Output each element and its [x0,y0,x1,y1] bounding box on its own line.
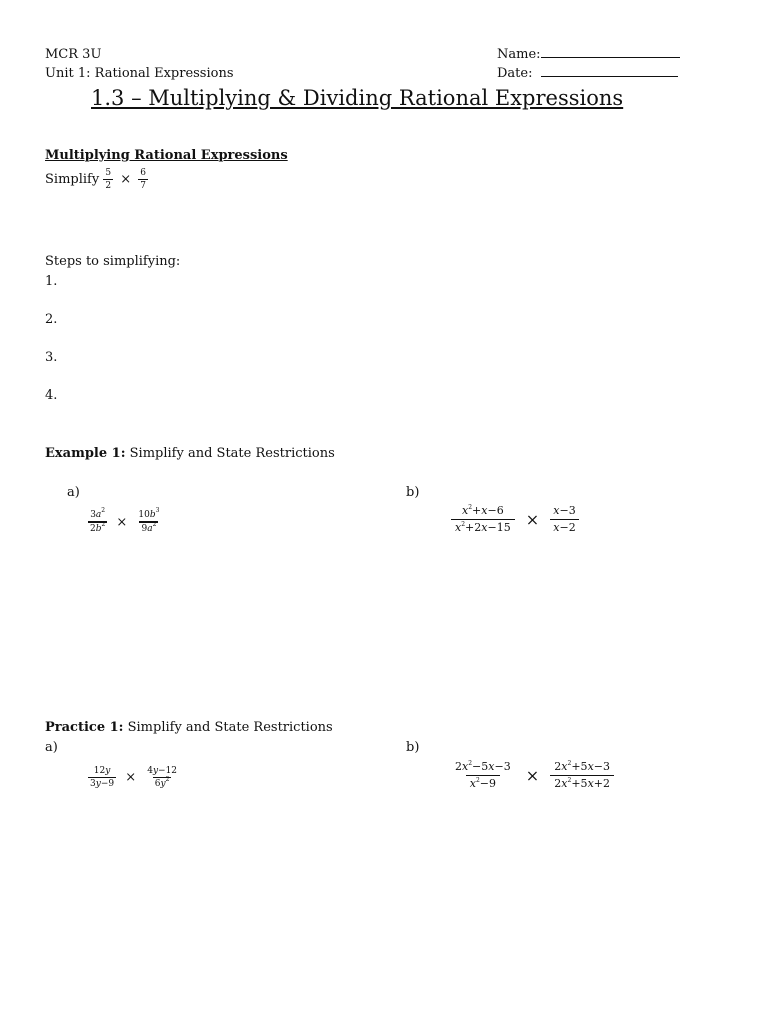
page-title: 1.3 – Multiplying & Dividing Rational Expressions [91,86,624,110]
simplify-label: Simplify [45,172,100,187]
date-blank [541,75,678,77]
step-1: 1. [45,274,58,289]
math-fraction: $\frac{10b^3}{9a^2}$ [138,507,160,534]
math-fraction: $\frac{12y}{3y-9}$ [90,766,115,789]
step-3: 3. [45,350,58,365]
fraction-numerator: 5 [105,168,112,178]
example-1a-label: a) [67,485,80,500]
fraction-6-7 [138,168,148,191]
date-field [497,66,678,81]
math-fraction: $\frac{2x^2+5x-3}{2x^2+5x+2}$ [550,761,614,790]
step-2: 2. [45,312,58,327]
fraction-numerator: 6 [140,168,146,178]
example-1a-expression: $\frac{3a^2}{2b^2}$ × $\frac{10b^3}{9a^2}$ [90,507,160,534]
date-label: Date: [497,66,533,81]
practice-1-text: Simplify and State Restrictions [127,720,333,735]
practice-1-heading [45,720,333,735]
step-4: 4. [45,388,58,403]
simplify-problem [45,168,148,191]
example-1-label: Example 1: [45,446,126,461]
practice-1b-label: b) [406,740,420,755]
fraction-denominator: 7 [140,181,146,191]
name-field [497,47,680,62]
practice-1a-expression: $\frac{12y}{3y-9}$ × $\frac{4y-12}{6y^2}$ [90,766,178,789]
math-fraction: $\frac{x^2+x-6}{x^2+2x-15}$ [451,505,515,534]
times-sign: × [120,172,132,187]
unit-title: Unit 1: Rational Expressions [45,66,234,81]
math-fraction: $\frac{4y-12}{6y^2}$ [147,766,178,789]
name-label: Name: [497,47,541,62]
example-1b-label: b) [406,485,420,500]
section-heading: Multiplying Rational Expressions [45,148,288,163]
course-code: MCR 3U [45,47,102,62]
practice-1a-label: a) [45,740,58,755]
example-1-text: Simplify and State Restrictions [129,446,335,461]
math-fraction: $\frac{2x^2-5x-3}{x^2-9}$ [455,760,511,790]
practice-1b-expression: $\frac{2x^2-5x-3}{x^2-9}$ × $\frac{2x^2+5x-3}{2x^2+5x+2}$ [451,761,614,790]
math-fraction: $\frac{3a^2}{2b^2}$ [90,507,106,534]
name-blank [541,56,680,58]
steps-label: Steps to simplifying: [45,254,181,269]
example-1-heading [45,446,335,461]
fraction-5-2 [103,168,113,191]
fraction-denominator: 2 [105,181,112,191]
example-1b-expression: $\frac{x^2+x-6}{x^2+2x-15}$ × $\frac{x-3}{x-2}$ [451,505,579,534]
practice-1-label: Practice 1: [45,720,124,735]
math-fraction: $\frac{x-3}{x-2}$ [550,505,578,534]
